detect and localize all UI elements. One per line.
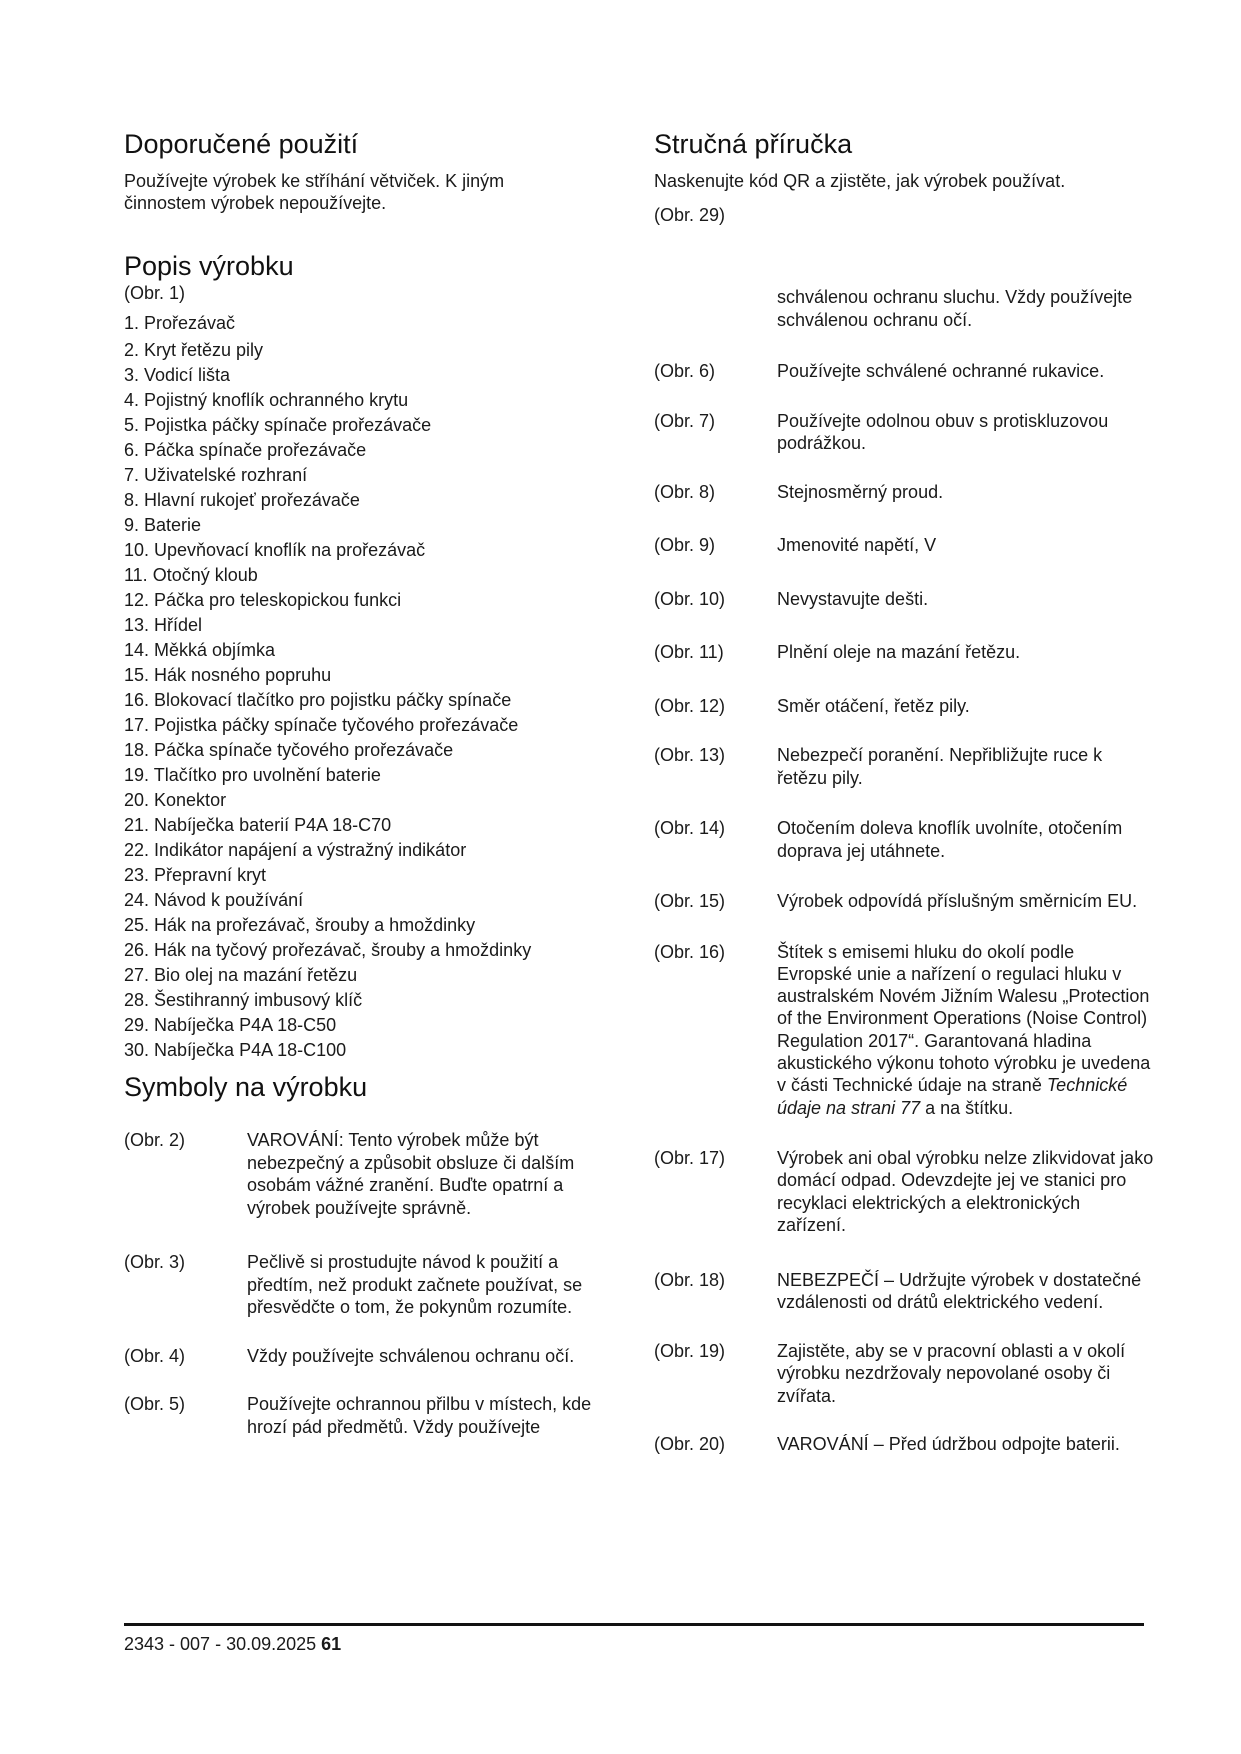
- symbol-row: [654, 360, 1154, 383]
- page-number: 61: [321, 1634, 342, 1654]
- symbol-text: Nevystavujte dešti.: [777, 588, 929, 609]
- footer-code: 2343 - 007 - 30.09.2025: [124, 1634, 317, 1654]
- symbol-ref: (Obr. 19): [654, 1340, 726, 1361]
- symbol-ref: (Obr. 14): [654, 818, 726, 838]
- footer: [124, 1632, 341, 1656]
- symbol-row: [654, 641, 1154, 664]
- noise-text-before: Štítek s emisemi hluku do okolí podle Evropské unie a nařízení o regulaci hluku v australském Novém Jižním Walesu „Protection of the Environment Operations (Noise Control) Regulation 2017“. Garantovaná hladina akustického výkonu tohoto výrobku je uvedena v části Technické údaje na straně: [777, 941, 1151, 1096]
- symbol-text: Nebezpečí poranění. Nepřibližujte ruce k řetězu pily.: [777, 745, 1103, 788]
- symbol-ref: (Obr. 15): [654, 891, 726, 911]
- symbol-row: [124, 1251, 614, 1319]
- technical-data-link[interactable]: Technické údaje na strani 77: [777, 1075, 1128, 1118]
- quick-guide-text: Naskenujte kód QR a zjistěte, jak výrobek používat.: [654, 171, 1066, 191]
- noise-text: [777, 941, 1154, 1119]
- list-item: 16. Blokovací tlačítko pro pojistku páčky spínače: [124, 690, 512, 710]
- list-item: 23. Přepravní kryt: [124, 865, 267, 885]
- symbol-ref: (Obr. 3): [124, 1252, 186, 1272]
- symbol-row: [124, 1393, 614, 1438]
- list-item: 14. Měkká objímka: [124, 640, 276, 660]
- noise-text-after: a na štítku.: [925, 1097, 1014, 1118]
- symbol-row: [654, 588, 1154, 611]
- symbol-text: Zajistěte, aby se v pracovní oblasti a v okolí výrobku nezdržovaly nepovolané osoby či zvířata.: [777, 1340, 1126, 1406]
- symbol-row: [654, 1269, 1154, 1314]
- list-item: 21. Nabíječka baterií P4A 18-C70: [124, 815, 392, 835]
- symbol-text: Používejte odolnou obuv s protiskluzovou podrážkou.: [777, 410, 1109, 453]
- symbol-ref: (Obr. 6): [654, 361, 716, 381]
- list-item: 7. Uživatelské rozhraní: [124, 465, 308, 485]
- symbol-row: [654, 481, 1154, 504]
- symbol-text: Pečlivě si prostudujte návod k použití a předtím, než produkt začnete používat, se přesvědčte o tom, že pokynům rozumíte.: [247, 1252, 583, 1317]
- symbol-row: [654, 1147, 1154, 1237]
- symbol-text: Stejnosměrný proud.: [777, 481, 944, 502]
- symbol-ref: (Obr. 5): [124, 1394, 186, 1414]
- list-item: 8. Hlavní rukojeť prořezávače: [124, 490, 360, 510]
- footer-divider: [124, 1623, 1144, 1626]
- list-item: 2. Kryt řetězu pily: [124, 340, 264, 360]
- list-item: 28. Šestihranný imbusový klíč: [124, 990, 363, 1010]
- description-figure-ref: (Obr. 1): [124, 283, 186, 303]
- symbol-text: NEBEZPEČÍ – Udržujte výrobek v dostatečné vzdálenosti od drátů elektrického vedení.: [777, 1269, 1142, 1313]
- quick-guide-title: Stručná příručka: [654, 129, 853, 159]
- symbol-ref: (Obr. 7): [654, 410, 716, 431]
- symbol-row: [654, 1340, 1154, 1408]
- symbol-ref: (Obr. 20): [654, 1434, 726, 1455]
- symbol-text: Směr otáčení, řetěz pily.: [777, 695, 970, 716]
- left-column: [124, 128, 614, 1438]
- noise-row: [654, 941, 1154, 1119]
- list-item: 29. Nabíječka P4A 18-C50: [124, 1015, 337, 1035]
- list-item: 11. Otočný kloub: [124, 565, 258, 585]
- list-item: 1. Prořezávač: [124, 313, 236, 333]
- list-item: 10. Upevňovací knoflík na prořezávač: [124, 540, 426, 560]
- usage-text: Používejte výrobek ke stříhání větviček. K jiným činnostem výrobek nepoužívejte.: [124, 171, 505, 213]
- symbol-ref: (Obr. 17): [654, 1147, 726, 1168]
- symbol-row: [654, 890, 1154, 913]
- usage-title: Doporučené použití: [124, 129, 359, 159]
- symbol-row: [124, 1345, 614, 1368]
- symbol-text: Otočením doleva knoflík uvolníte, otočením doprava jej utáhnete.: [777, 818, 1123, 861]
- list-item: 30. Nabíječka P4A 18-C100: [124, 1040, 347, 1060]
- symbol-row: [654, 695, 1154, 718]
- symbol-text: Používejte ochrannou přilbu v místech, kde hrozí pád předmětů. Vždy používejte: [247, 1394, 592, 1437]
- quick-guide-figure-ref: (Obr. 29): [654, 205, 726, 225]
- symbol-text: VAROVÁNÍ – Před údržbou odpojte baterii.: [777, 1434, 1120, 1455]
- symbol-ref: (Obr. 10): [654, 588, 726, 609]
- symbol-row: [654, 744, 1154, 789]
- symbol-row: [654, 534, 1154, 557]
- description-title: Popis výrobku: [124, 251, 294, 281]
- right-column: [654, 128, 1154, 1456]
- list-item: 15. Hák nosného popruhu: [124, 665, 332, 685]
- symbol-text: Vždy používejte schválenou ochranu očí.: [247, 1345, 575, 1366]
- list-item: 5. Pojistka páčky spínače prořezávače: [124, 415, 432, 435]
- list-item: 24. Návod k používání: [124, 890, 304, 910]
- continuation-row: [654, 286, 1154, 331]
- symbol-text: Výrobek ani obal výrobku nelze zlikvidovat jako domácí odpad. Odevzdejte jej ve stanici pro recyklaci elektrických a elektronických zařízení.: [777, 1147, 1154, 1236]
- list-item: 13. Hřídel: [124, 615, 203, 635]
- symbol-ref: (Obr. 2): [124, 1130, 186, 1150]
- symbols-title: Symboly na výrobku: [124, 1072, 368, 1102]
- symbol-text: VAROVÁNÍ: Tento výrobek může být nebezpečný a způsobit obsluze či dalším osobám vážné zranění. Buďte opatrní a výrobek používejte správně.: [247, 1130, 575, 1218]
- list-item: 12. Páčka pro teleskopickou funkci: [124, 590, 402, 610]
- symbol-ref: (Obr. 12): [654, 695, 726, 716]
- symbol-text: Používejte schválené ochranné rukavice.: [777, 361, 1105, 381]
- list-item: 3. Vodicí lišta: [124, 365, 231, 385]
- list-item: 20. Konektor: [124, 790, 227, 810]
- symbol-ref: (Obr. 11): [654, 642, 724, 662]
- symbol-row: [654, 410, 1154, 455]
- part-list: [124, 310, 614, 1061]
- symbol-ref: (Obr. 9): [654, 535, 716, 555]
- symbol-ref: (Obr. 4): [124, 1345, 186, 1366]
- symbol-ref: (Obr. 13): [654, 745, 726, 765]
- symbol-row: [654, 817, 1154, 862]
- list-item: 26. Hák na tyčový prořezávač, šrouby a hmoždinky: [124, 940, 532, 960]
- symbol-text: Plnění oleje na mazání řetězu.: [777, 642, 1021, 662]
- list-item: 9. Baterie: [124, 515, 202, 535]
- list-item: 17. Pojistka páčky spínače tyčového prořezávače: [124, 715, 519, 735]
- list-item: 27. Bio olej na mazání řetězu: [124, 965, 358, 985]
- symbol-row: [654, 1433, 1154, 1456]
- symbol-ref: (Obr. 8): [654, 481, 716, 502]
- symbol-text: Výrobek odpovídá příslušným směrnicím EU.: [777, 891, 1138, 911]
- list-item: 25. Hák na prořezávač, šrouby a hmoždinky: [124, 915, 476, 935]
- continuation-text: schválenou ochranu sluchu. Vždy používejte schválenou ochranu očí.: [777, 287, 1133, 330]
- symbol-text: Jmenovité napětí, V: [777, 535, 937, 555]
- list-item: 19. Tlačítko pro uvolnění baterie: [124, 765, 381, 785]
- symbol-ref: (Obr. 18): [654, 1269, 726, 1290]
- symbol-row: [124, 1129, 614, 1219]
- list-item: 18. Páčka spínače tyčového prořezávače: [124, 740, 454, 760]
- list-item: 4. Pojistný knoflík ochranného krytu: [124, 390, 409, 410]
- list-item: 22. Indikátor napájení a výstražný indikátor: [124, 840, 467, 860]
- list-item: 6. Páčka spínače prořezávače: [124, 440, 367, 460]
- symbol-ref: (Obr. 16): [654, 941, 726, 962]
